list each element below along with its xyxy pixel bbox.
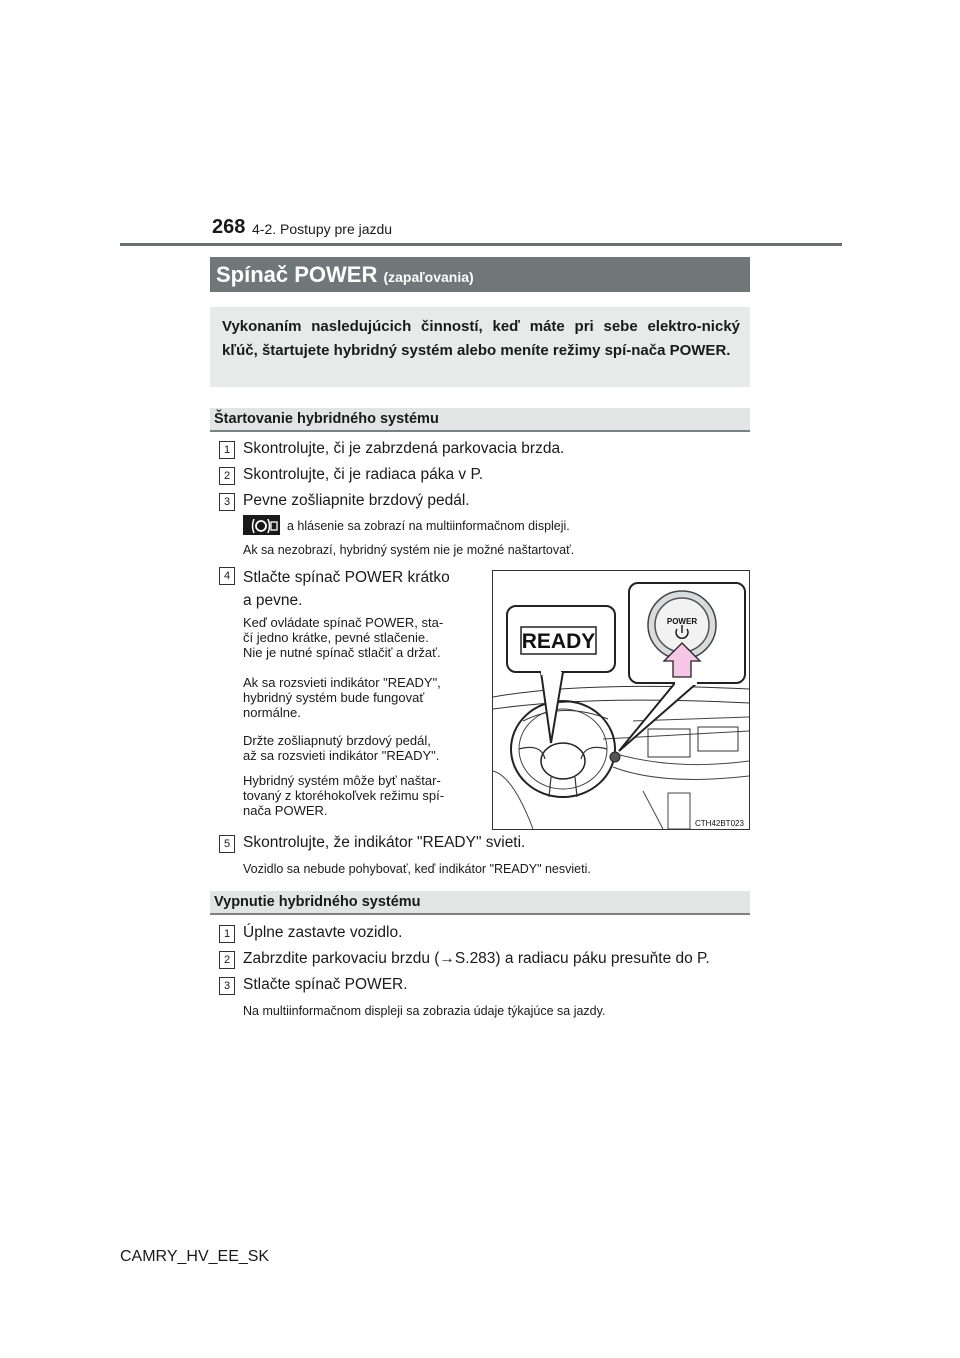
page-number: 268 <box>212 216 246 238</box>
note-text: Na multiinformačnom displeji sa zobrazia údaje týkajúce sa jazdy. <box>243 1004 606 1018</box>
note-line: tovaný z ktoréhokoľvek režimu spí- <box>243 788 445 803</box>
note-line: Ak sa rozsvieti indikátor "READY", <box>243 675 441 690</box>
step-line <box>243 566 479 589</box>
start-heading: Štartovanie hybridného systému <box>210 408 750 432</box>
step-number: 3 <box>219 977 235 995</box>
step-number: 1 <box>219 441 235 459</box>
stop-heading: Vypnutie hybridného systému <box>210 891 750 915</box>
step-number: 5 <box>219 835 235 853</box>
step-text: Stlačte spínač POWER. <box>243 976 408 993</box>
dashboard-illustration <box>492 570 750 830</box>
note-text: Ak sa nezobrazí, hybridný systém nie je možné naštartovať. <box>243 543 575 557</box>
dashboard-drawing <box>493 571 749 829</box>
step-number: 2 <box>219 467 235 485</box>
note-line: normálne. <box>243 705 301 720</box>
step-text: Pevne zošliapnite brzdový pedál. <box>243 492 470 509</box>
note-text: a hlásenie sa zobrazí na multiinformačnom displeji. <box>287 519 570 533</box>
power-button-label: POWER <box>666 617 698 626</box>
step-text: Zabrzdite parkovaciu brzdu (→S.283) a radiacu páku presuňte do P. <box>243 950 710 967</box>
step-line-text: a pevne. <box>243 592 303 609</box>
ready-indicator-label: READY <box>521 630 596 653</box>
step-number: 1 <box>219 925 235 943</box>
section-label: 4-2. Postupy pre jazdu <box>252 221 393 237</box>
step-text: Úplne zastavte vozidlo. <box>243 924 403 941</box>
note-line: Hybridný systém môže byť naštar- <box>243 773 441 788</box>
title-sub: (zapaľovania) <box>383 269 474 285</box>
note-paragraph <box>243 615 477 660</box>
intro-box: Vykonaním nasledujúcich činností, keď máte pri sebe elektro-nický kľúč, štartujete hybridný systém alebo meníte režimy spí-nača POWER. <box>210 307 750 387</box>
note-paragraph <box>243 675 477 720</box>
illustration-code: CTH42BT023 <box>695 819 744 828</box>
note-paragraph <box>243 773 477 818</box>
note-line: čí jedno krátke, pevné stlačenie. <box>243 630 429 645</box>
brake-key-indicator-icon <box>243 515 280 535</box>
step-number: 3 <box>219 493 235 511</box>
note-paragraph <box>243 733 477 763</box>
footer-code: CAMRY_HV_EE_SK <box>120 1248 270 1265</box>
header-rule <box>120 243 842 246</box>
step-text: Skontrolujte, že indikátor "READY" svieti. <box>243 834 526 851</box>
note-line: Keď ovládate spínač POWER, sta- <box>243 615 444 630</box>
note-line: až sa rozsvieti indikátor "READY". <box>243 748 440 763</box>
step-text <box>243 566 479 612</box>
page-title <box>210 257 750 292</box>
note-line: hybridný systém bude fungovať <box>243 690 425 705</box>
note-text: Vozidlo sa nebude pohybovať, keď indikátor "READY" nesvieti. <box>243 862 591 876</box>
note-line: nača POWER. <box>243 803 328 818</box>
step-text: Skontrolujte, či je radiaca páka v P. <box>243 466 484 483</box>
note-line: Držte zošliapnutý brzdový pedál, <box>243 733 431 748</box>
note-line: Nie je nutné spínač stlačiť a držať. <box>243 645 441 660</box>
step-number: 4 <box>219 567 235 585</box>
step-number: 2 <box>219 951 235 969</box>
step-text: Skontrolujte, či je zabrzdená parkovacia brzda. <box>243 440 565 457</box>
title-main: Spínač POWER <box>216 262 378 287</box>
step-line-text: Stlačte spínač POWER krátko <box>243 569 450 586</box>
